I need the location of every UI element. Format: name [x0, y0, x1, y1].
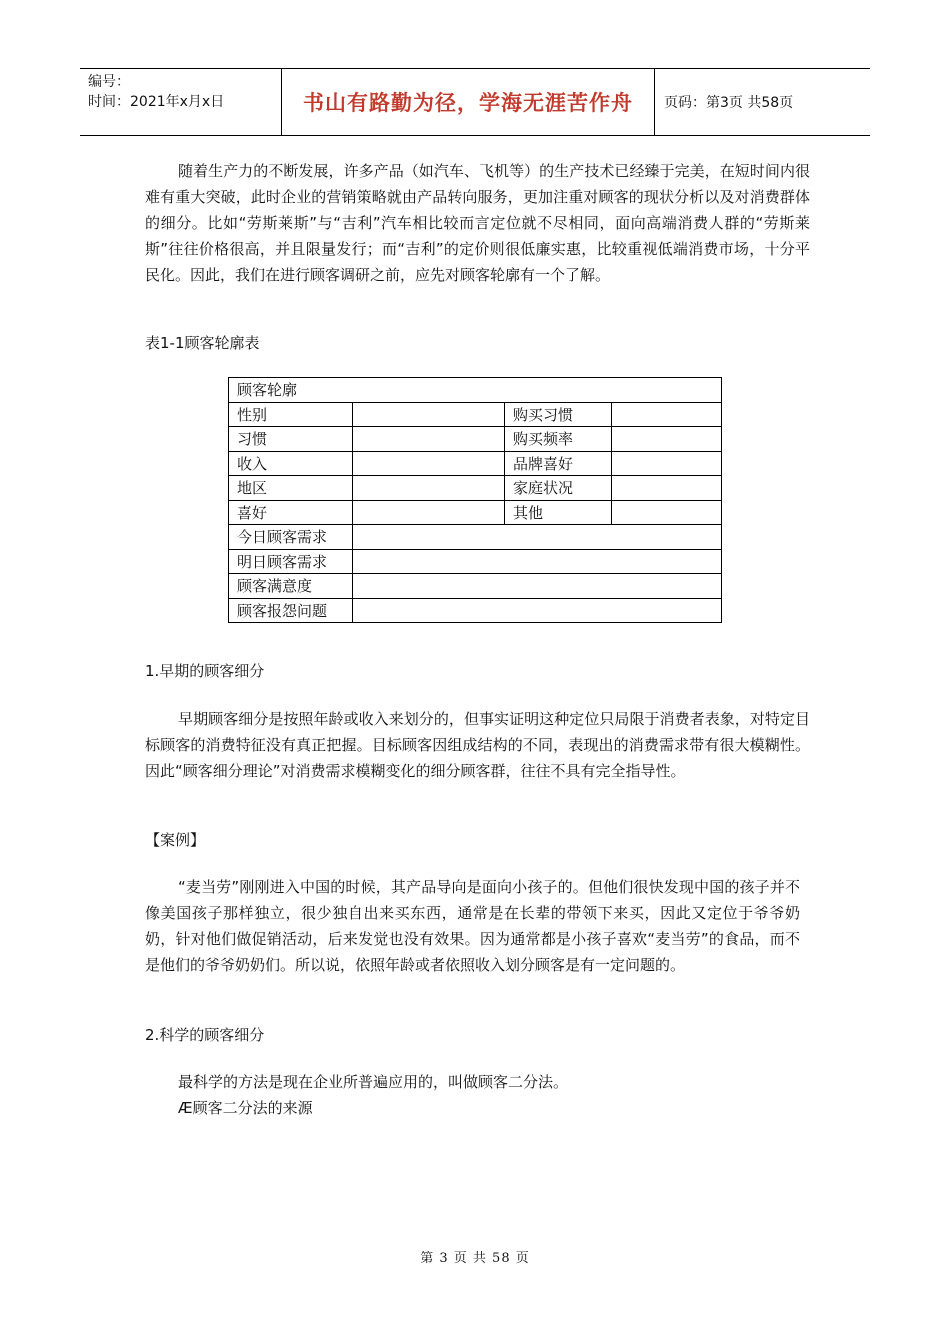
- header-motto: 书山有路勤为径，学海无涯苦作舟: [282, 69, 655, 135]
- table-row: [229, 574, 722, 599]
- table-cell: 性别: [229, 402, 353, 427]
- table-cell: 今日顾客需求: [229, 525, 353, 550]
- table-row: [229, 427, 722, 452]
- table-cell-empty: [612, 476, 722, 501]
- table-cell: 顾客满意度: [229, 574, 353, 599]
- table-cell: 其他: [505, 500, 612, 525]
- table-cell-empty: [612, 451, 722, 476]
- table-cell-empty: [612, 500, 722, 525]
- table-row: [229, 476, 722, 501]
- intro-paragraph: 随着生产力的不断发展，许多产品（如汽车、飞机等）的生产技术已经臻于完美，在短时间内很难有重大突破，此时企业的营销策略就由产品转向服务，更加注重对顾客的现状分析以及对消费群体的细分。比如“劳斯莱斯”与“吉利”汽车相比较而言定位就不尽相同，面向高端消费人群的“劳斯莱斯”往往价格很高，并且限量发行；而“吉利”的定价则很低廉实惠，比较重视低端消费市场，十分平民化。因此，我们在进行顾客调研之前，应先对顾客轮廓有一个了解。: [145, 162, 810, 284]
- table-cell: 购买频率: [505, 427, 612, 452]
- section2-line2: Æ顾客二分法的来源: [178, 1099, 313, 1117]
- table-cell: 明日顾客需求: [229, 549, 353, 574]
- table-cell-empty: [353, 549, 722, 574]
- customer-profile-table: [228, 377, 722, 623]
- section1-paragraph: 早期顾客细分是按照年龄或收入来划分的，但事实证明这种定位只局限于消费者表象，对特定目标顾客的消费特征没有真正把握。目标顾客因组成结构的不同，表现出的消费需求带有很大模糊性。因此“顾客细分理论”对消费需求模糊变化的细分顾客群，往往不具有完全指导性。: [145, 710, 810, 780]
- time-label: 时间：2021年x月x日: [88, 94, 225, 110]
- table-cell-empty: [612, 427, 722, 452]
- table-cell-empty: [612, 402, 722, 427]
- table-cell-empty: [353, 451, 505, 476]
- table-cell-empty: [353, 500, 505, 525]
- table-cell: 习惯: [229, 427, 353, 452]
- case-paragraph: “麦当劳”刚刚进入中国的时候，其产品导向是面向小孩子的。但他们很快发现中国的孩子并不像美国孩子那样独立，很少独自出来买东西，通常是在长辈的带领下来买，因此又定位于爷爷奶奶，针对他们做促销活动，后来发觉也没有效果。因为通常都是小孩子喜欢“麦当劳”的食品，而不是他们的爷爷奶奶们。所以说，依照年龄或者依照收入划分顾客是有一定问题的。: [145, 878, 800, 974]
- table-cell: 顾客报怨问题: [229, 598, 353, 623]
- section1-heading: 1.早期的顾客细分: [145, 662, 265, 680]
- table-cell-empty: [353, 402, 505, 427]
- number-label: 编号：: [88, 74, 130, 90]
- table-cell: 地区: [229, 476, 353, 501]
- table-row: [229, 598, 722, 623]
- page-header: [80, 68, 870, 136]
- table-cell-empty: [353, 525, 722, 550]
- table-cell-empty: [353, 476, 505, 501]
- table-row: [229, 549, 722, 574]
- table-row: [229, 500, 722, 525]
- table-cell: 喜好: [229, 500, 353, 525]
- table-row: [229, 525, 722, 550]
- header-page-info: 页码：第3页 共58页: [664, 95, 794, 111]
- table-caption: 表1-1顾客轮廓表: [145, 334, 260, 352]
- table-cell-empty: [353, 574, 722, 599]
- section2-line1: 最科学的方法是现在企业所普遍应用的，叫做顾客二分法。: [178, 1073, 569, 1091]
- table-row: [229, 451, 722, 476]
- table-row: [229, 402, 722, 427]
- table-cell-empty: [353, 427, 505, 452]
- table-cell: 品牌喜好: [505, 451, 612, 476]
- table-cell: 购买习惯: [505, 402, 612, 427]
- page-footer: 第 3 页 共 58 页: [420, 1251, 530, 1266]
- header-meta: [80, 69, 282, 135]
- table-cell: 家庭状况: [505, 476, 612, 501]
- table-cell-empty: [353, 598, 722, 623]
- table-title: 顾客轮廓: [229, 378, 722, 403]
- case-label: 【案例】: [145, 831, 206, 849]
- table-cell: 收入: [229, 451, 353, 476]
- section2-heading: 2.科学的顾客细分: [145, 1026, 265, 1044]
- table-title-row: [229, 378, 722, 403]
